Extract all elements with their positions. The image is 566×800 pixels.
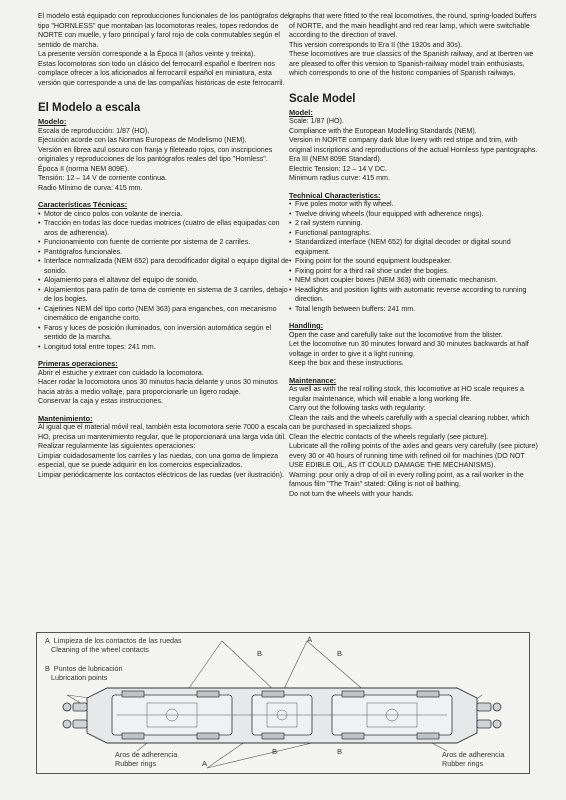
spec-line: Scale: 1/87 (HO). <box>289 117 344 125</box>
tech-list <box>289 200 541 314</box>
rings-es: Aros de adherencia <box>442 750 505 759</box>
rings-en: Rubber rings <box>115 758 157 768</box>
body-line: Keep the box and these instructions. <box>289 359 404 367</box>
rings-es: Aros de adherencia <box>115 750 178 759</box>
callout-letter-b: B <box>257 649 263 658</box>
body-line: Open the case and carefully take out the locomotive from the blister. <box>289 330 503 339</box>
body-line: Conservar la caja y estas instrucciones. <box>38 397 163 405</box>
spec-line: Electric Tension: 12 – 14 V DC. <box>289 164 388 173</box>
spec-line: Compliance with the European Modelling Standards (NEM). <box>289 126 477 135</box>
subheading-caracteristicas: Características Técnicas: <box>38 200 128 209</box>
subheading-handling: Handling: <box>289 321 324 330</box>
spec-line: Version in NORTE company dark blue livery with red stripe and trim, with original inscriptions and reproductions of the actual Hornless type pantographs. <box>289 136 538 154</box>
list-item: • Alojamiento para el altavoz del equipo de sonido. <box>38 276 290 286</box>
legend-a <box>45 637 182 654</box>
subheading-maintenance: Maintenance: <box>289 375 337 385</box>
list-item: • Funcionamiento con fuente de corriente por sistema de 2 carriles. <box>38 238 290 248</box>
legend-b-letter: B <box>45 664 50 673</box>
list-item: • Headlights and position lights with automatic reverse according to running direction. <box>289 286 541 305</box>
legend-b <box>45 665 123 682</box>
list-item: • Twelve driving wheels (four equipped with adherence rings). <box>289 210 541 220</box>
list-item: • NEM short coupler boxes (NEM 363) with cinematic mechanism. <box>289 276 541 286</box>
body-line: Clean the electric contacts of the wheels regularly (see picture). <box>289 432 489 441</box>
list-item: • Standardized interface (NEM 652) for digital decoder or digital sound equipment. <box>289 238 541 257</box>
spec-line: Radio Mínimo de curva: 415 mm. <box>38 183 143 192</box>
rings-label-left <box>115 751 177 768</box>
list-item: • Functional pantographs. <box>289 229 541 239</box>
body-line: Limpiar periódicamente los contactos eléctricos de las ruedas (ver ilustración). <box>38 470 285 479</box>
subheading-mantenimiento: Mantenimiento: <box>38 413 93 423</box>
spec-line: Ejecución acorde con las Normas Europeas de Modelismo (NEM). <box>38 136 247 144</box>
legend-a-letter: A <box>45 636 50 645</box>
spec-line: Escala de reproducción: 1/87 (HO). <box>38 126 150 135</box>
callout-letter-b: B <box>272 747 278 756</box>
legend-a-es: Limpieza de los contactos de las ruedas <box>53 636 182 645</box>
intro-paragraph: This version corresponds to Era II (the 1920s and 30s). <box>289 40 463 49</box>
legend-b-en: Lubrication points <box>51 672 108 682</box>
section-heading: Scale Model <box>289 92 356 105</box>
section-heading: El Modelo a escala <box>38 102 141 114</box>
list-item: • Pantógrafos funcionales. <box>38 248 290 258</box>
body-line: As well as with the real rolling stock, this locomotive at HO scale requires a regular maintenance, which will enable a long working life. <box>289 385 524 403</box>
spanish-column <box>38 12 290 480</box>
list-item: • Tracción en todas las doce ruedas motrices (cuatro de ellas equipadas con aros de adherencia). <box>38 219 290 238</box>
rings-label-right <box>442 751 504 768</box>
spec-line: Época II (norma NEM 809E). <box>38 164 130 173</box>
list-item: • Motor de cinco polos con volante de inercia. <box>38 210 290 220</box>
intro-paragraph: El modelo está equipado con reproducciones funcionales de los pantógrafos del tipo "HORNLESS" que montaban las locomotoras reales, topes redondos de NORTE con muelle, y faro principal y farol rojo de cola conmutables según el sentido de marcha. <box>38 12 290 49</box>
english-column <box>289 12 541 499</box>
list-item: • Longitud total entre topes: 241 mm. <box>38 343 290 353</box>
body-line: Clean the rails and the wheels carefully with a special cleaning rubber, which can be purchased in specialized shops. <box>289 413 530 431</box>
callout-letter-b: B <box>337 649 343 658</box>
intro-paragraph: graphs that were fitted to the real locomotives, the round, spring-loaded buffers of NORTE, and the main headlight and red rear lamp, which were switchable according to the direction of travel. <box>289 12 537 39</box>
tech-list <box>38 210 290 353</box>
list-item: • Five poles motor with fly wheel. <box>289 200 541 210</box>
locomotive-underside-diagram <box>36 632 530 774</box>
callout-letter-a: A <box>202 759 208 768</box>
subheading-model: Model: <box>289 107 313 117</box>
list-item: • Total length between buffers: 241 mm. <box>289 305 541 315</box>
body-line: Hacer rodar la locomotora unos 30 minutos hacia delante y unos 30 minutos hacia atrás a medio voltaje, para proporcionarle un ligero rodaje. <box>38 378 278 396</box>
rings-en: Rubber rings <box>442 758 484 768</box>
callout-letter-a: A <box>307 635 313 644</box>
spec-line: Tensión: 12 – 14 V de corriente continua. <box>38 174 167 182</box>
subheading-primeras: Primeras operaciones: <box>38 359 118 368</box>
list-item: • Interface normalizada (NEM 652) para decodificador digital o equipo digital de sonido. <box>38 257 290 276</box>
legend-a-en: Cleaning of the wheel contacts <box>51 644 149 654</box>
body-line: Realizar regularmente las siguientes operaciones: <box>38 442 196 450</box>
list-item: • 2 rail system running. <box>289 219 541 229</box>
subheading-technical: Technical Characteristics: <box>289 190 381 200</box>
body-line: Do not turn the wheels with your hands. <box>289 489 414 498</box>
body-line: Limpiar cuidadosamente los carriles y las ruedas, con una goma de limpieza especial, que se puede adquirir en los comercios especializados. <box>38 451 279 469</box>
body-line: Let the locomotive run 30 minutes forward and 30 minutes backwards at half voltage in order to give it a light running. <box>289 340 529 358</box>
callout-letter-b: B <box>337 747 343 756</box>
list-item: • Fixing point for a third rail shoe under the bogies. <box>289 267 541 277</box>
list-item: • Cajetines NEM del tipo corto (NEM 363) para enganches, con mecanismo cinemático de enganche corto. <box>38 305 290 324</box>
list-item: • Alojamientos para patín de toma de corriente en sistema de 3 carriles, debajo de los bogies. <box>38 286 290 305</box>
body-line: Abrir el estuche y extraer con cuidado la locomotora. <box>38 368 204 377</box>
list-item: • Fixing point for the sound equipment loudspeaker. <box>289 257 541 267</box>
intro-paragraph: La presente versión corresponde a la Época II (años veinte y treinta). <box>38 50 256 58</box>
spec-line: Versión en librea azul oscuro con franja y fileteado rojos, con inscripciones originales y reproducciones de los pantógrafos reales del tipo "Hornless". <box>38 145 273 163</box>
body-line: Al igual que el material móvil real, también esta locomotora serie 7000 a escala HO, precisa un mantenimiento regular, que le proporcionará una larga vida útil. <box>38 423 288 441</box>
list-item: • Faros y luces de posición iluminados, con inversión automática según el sentido de la marcha. <box>38 324 290 343</box>
legend-b-es: Puntos de lubricación <box>53 664 123 673</box>
subheading-modelo: Modelo: <box>38 117 67 126</box>
body-line: Carry out the following tasks with regularity: <box>289 404 426 412</box>
body-line: Lubricate all the rolling points of the axles and gears very carefully (see picture) every 30 or 40 hours of running time with refined oil for machines (DO NOT USE EDIBLE OIL, AS IT COULD DAMAGE THE MECHANISMS). <box>289 442 538 469</box>
body-line: Warning: pour only a drop of oil in every rolling point, as a rail worker in the famous film "The Train" stated: Oiling is not oil bathing. <box>289 470 524 488</box>
spec-line: Era III (NEM 809E Standard). <box>289 155 382 163</box>
spec-line: Minimum radius curve: 415 mm. <box>289 174 390 182</box>
intro-paragraph: Estas locomotoras son todo un clásico del ferrocarril español e Ibertren nos complace ofrecer a los aficionados al ferrocarril español en miniatura, esta versión que corresponde a una de las compañías históricas de este ferrocarril. <box>38 59 285 87</box>
intro-paragraph: These locomotives are true classics of the Spanish railway, and at Ibertren we are pleased to offer this version to Spanish-railway model train enthusiasts, which corresponds to one of the historic companies of Spanish railways. <box>289 50 534 77</box>
